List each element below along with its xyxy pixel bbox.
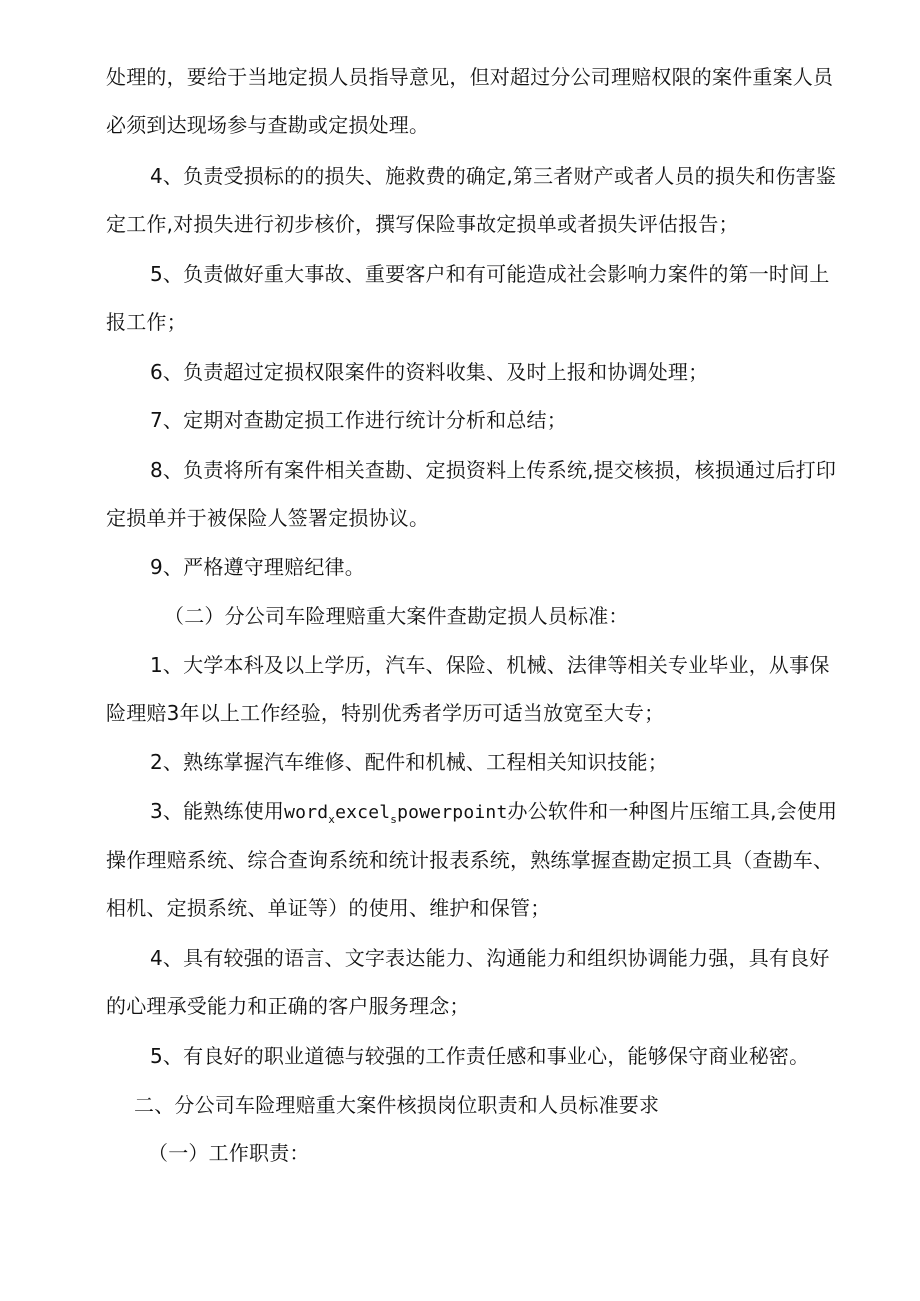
word-text: word — [284, 802, 329, 823]
separator-s: s — [390, 813, 398, 826]
text-line: 2、熟练掌握汽车维修、配件和机械、工程相关知识技能； — [150, 750, 668, 774]
text-line: 处理的，要给于当地定损人员指导意见，但对超过分公司理赔权限的案件重案人员 — [106, 65, 834, 89]
text-line: 的心理承受能力和正确的客户服务理念； — [106, 994, 470, 1018]
text-line: 4、具有较强的语言、文字表达能力、沟通能力和组织协调能力强，具有良好 — [150, 946, 830, 970]
line-prefix: 3、能熟练使用 — [150, 799, 285, 823]
text-line: 9、严格遵守理赔纪律。 — [150, 555, 365, 579]
text-line: 8、负责将所有案件相关查勘、定损资料上传系统,提交核损，核损通过后打印 — [150, 458, 837, 482]
powerpoint-text: powerpoint — [397, 802, 508, 823]
text-line: 定损单并于被保险人签署定损协议。 — [106, 506, 430, 530]
separator-x: x — [328, 813, 336, 826]
text-line: 6、负责超过定损权限案件的资料收集、及时上报和协调处理； — [150, 360, 709, 384]
text-line: 7、定期对查勘定损工作进行统计分析和总结； — [150, 408, 567, 432]
text-line: 险理赔3年以上工作经验，特别优秀者学历可适当放宽至大专； — [106, 701, 665, 725]
text-line: 相机、定损系统、单证等）的使用、维护和保管； — [106, 896, 551, 920]
text-line: 必须到达现场参与查勘或定损处理。 — [106, 113, 430, 137]
text-line: 报工作； — [106, 310, 187, 334]
section-subheading: （一）工作职责： — [148, 1141, 310, 1165]
text-line: 5、有良好的职业道德与较强的工作责任感和事业心，能够保守商业秘密。 — [150, 1044, 810, 1068]
text-line: 操作理赔系统、综合查询系统和统计报表系统，熟练掌握查勘定损工具（查勘车、 — [106, 848, 834, 872]
text-line: 4、负责受损标的的损失、施救费的确定,第三者财产或者人员的损失和伤害鉴 — [150, 164, 837, 188]
line-suffix: 办公软件和一种图片压缩工具,会使用 — [507, 799, 838, 823]
excel-text: excel — [335, 802, 391, 823]
text-line: 5、负责做好重大事故、重要客户和有可能造成社会影响力案件的第一时间上 — [150, 262, 830, 286]
section-subheading: （二）分公司车险理赔重大案件查勘定损人员标准： — [164, 604, 629, 628]
text-line: 1、大学本科及以上学历，汽车、保险、机械、法律等相关专业毕业，从事保 — [150, 653, 830, 677]
text-line-software — [150, 797, 837, 834]
text-line: 定工作,对损失进行初步核价，撰写保险事故定损单或者损失评估报告； — [106, 212, 739, 236]
section-heading: 二、分公司车险理赔重大案件核损岗位职责和人员标准要求 — [134, 1093, 660, 1117]
